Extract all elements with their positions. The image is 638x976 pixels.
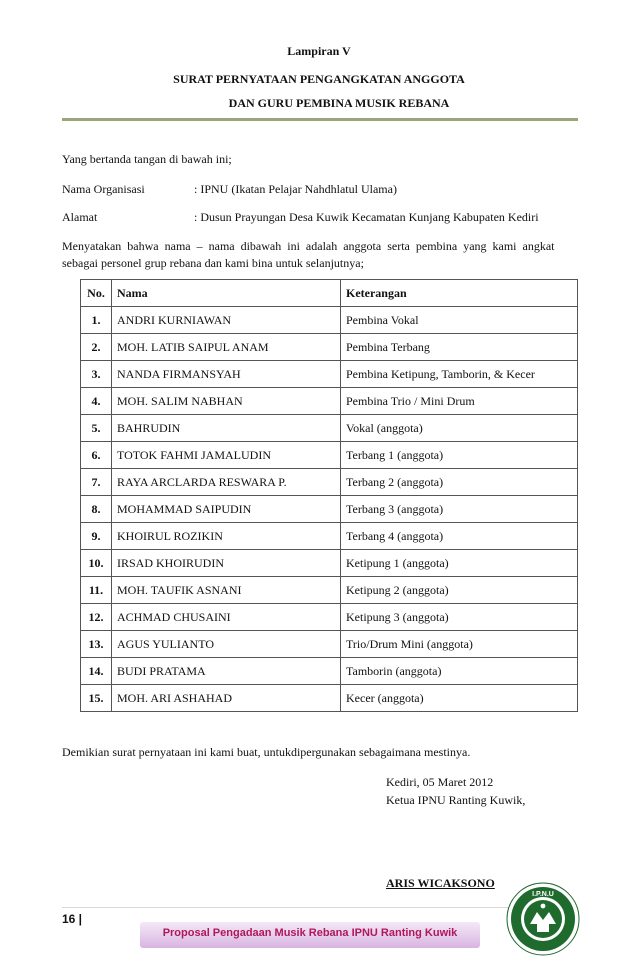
- member-role: Vokal (anggota): [341, 415, 578, 442]
- table-row: [81, 307, 578, 334]
- table-row: [81, 577, 578, 604]
- signer-role: Ketua IPNU Ranting Kuwik,: [386, 793, 526, 807]
- row-number: 7.: [81, 469, 112, 496]
- member-role: Terbang 4 (anggota): [341, 523, 578, 550]
- table-row: [81, 523, 578, 550]
- member-role: Terbang 1 (anggota): [341, 442, 578, 469]
- table-row: [81, 469, 578, 496]
- address-value: : Dusun Prayungan Desa Kuwik Kecamatan Kunjang Kabupaten Kediri: [194, 210, 539, 224]
- member-name: MOH. TAUFIK ASNANI: [112, 577, 341, 604]
- row-number: 5.: [81, 415, 112, 442]
- statement-line-2: sebagai personel grup rebana dan kami bina untuk selanjutnya;: [62, 256, 364, 270]
- table-row: [81, 334, 578, 361]
- member-name: BAHRUDIN: [112, 415, 341, 442]
- header-name: Nama: [112, 280, 341, 307]
- table-row: [81, 361, 578, 388]
- member-name: MOH. SALIM NABHAN: [112, 388, 341, 415]
- member-role: Pembina Terbang: [341, 334, 578, 361]
- logo-text: I.P.N.U: [532, 891, 554, 898]
- place-date: Kediri, 05 Maret 2012: [386, 775, 494, 789]
- address-label: Alamat: [62, 210, 98, 224]
- table-row: [81, 388, 578, 415]
- appendix-label: Lampiran V: [287, 44, 351, 58]
- header-description: Keterangan: [341, 280, 578, 307]
- row-number: 12.: [81, 604, 112, 631]
- member-role: Kecer (anggota): [341, 685, 578, 712]
- page-number: 16 |: [62, 912, 83, 926]
- row-number: 6.: [81, 442, 112, 469]
- table-row: [81, 550, 578, 577]
- row-number: 1.: [81, 307, 112, 334]
- row-number: 9.: [81, 523, 112, 550]
- table-row: [81, 604, 578, 631]
- document-title: SURAT PERNYATAAN PENGANGKATAN ANGGOTA: [173, 72, 465, 86]
- member-role: Pembina Trio / Mini Drum: [341, 388, 578, 415]
- member-name: ACHMAD CHUSAINI: [112, 604, 341, 631]
- document-subtitle: DAN GURU PEMBINA MUSIK REBANA: [228, 96, 450, 110]
- member-role: Tamborin (anggota): [341, 658, 578, 685]
- table-row: [81, 658, 578, 685]
- table-row: [81, 685, 578, 712]
- row-number: 15.: [81, 685, 112, 712]
- row-number: 3.: [81, 361, 112, 388]
- org-label: Nama Organisasi: [62, 182, 145, 196]
- footer-rule: [62, 907, 578, 908]
- table-header-row: [81, 280, 578, 307]
- member-name: AGUS YULIANTO: [112, 631, 341, 658]
- signer-name: ARIS WICAKSONO: [386, 876, 495, 890]
- org-value: : IPNU (Ikatan Pelajar Nahdhlatul Ulama): [194, 182, 397, 196]
- row-number: 4.: [81, 388, 112, 415]
- intro-text: Yang bertanda tangan di bawah ini;: [62, 152, 232, 166]
- member-name: MOHAMMAD SAIPUDIN: [112, 496, 341, 523]
- row-number: 10.: [81, 550, 112, 577]
- header-rule: [62, 118, 578, 121]
- row-number: 2.: [81, 334, 112, 361]
- member-name: IRSAD KHOIRUDIN: [112, 550, 341, 577]
- table-row: [81, 631, 578, 658]
- member-name: ANDRI KURNIAWAN: [112, 307, 341, 334]
- member-role: Ketipung 1 (anggota): [341, 550, 578, 577]
- member-name: KHOIRUL ROZIKIN: [112, 523, 341, 550]
- member-role: Pembina Ketipung, Tamborin, & Kecer: [341, 361, 578, 388]
- row-number: 11.: [81, 577, 112, 604]
- member-name: NANDA FIRMANSYAH: [112, 361, 341, 388]
- table-row: [81, 415, 578, 442]
- table-row: [81, 442, 578, 469]
- member-name: BUDI PRATAMA: [112, 658, 341, 685]
- statement-line-1: Menyatakan bahwa nama – nama dibawah ini adalah anggota serta pembina yang kami angkat: [62, 239, 555, 253]
- footer-band-text: Proposal Pengadaan Musik Rebana IPNU Ranting Kuwik: [162, 927, 458, 939]
- member-name: TOTOK FAHMI JAMALUDIN: [112, 442, 341, 469]
- member-role: Ketipung 3 (anggota): [341, 604, 578, 631]
- member-name: MOH. ARI ASHAHAD: [112, 685, 341, 712]
- members-table: [80, 279, 578, 712]
- member-name: RAYA ARCLARDA RESWARA P.: [112, 469, 341, 496]
- member-role: Trio/Drum Mini (anggota): [341, 631, 578, 658]
- row-number: 14.: [81, 658, 112, 685]
- member-role: Ketipung 2 (anggota): [341, 577, 578, 604]
- row-number: 13.: [81, 631, 112, 658]
- member-role: Terbang 3 (anggota): [341, 496, 578, 523]
- member-name: MOH. LATIB SAIPUL ANAM: [112, 334, 341, 361]
- member-role: Terbang 2 (anggota): [341, 469, 578, 496]
- member-role: Pembina Vokal: [341, 307, 578, 334]
- ipnu-logo-icon: [506, 882, 580, 956]
- closing-text: Demikian surat pernyataan ini kami buat, untukdipergunakan sebagaimana mestinya.: [62, 745, 471, 759]
- row-number: 8.: [81, 496, 112, 523]
- table-row: [81, 496, 578, 523]
- header-no: No.: [81, 280, 112, 307]
